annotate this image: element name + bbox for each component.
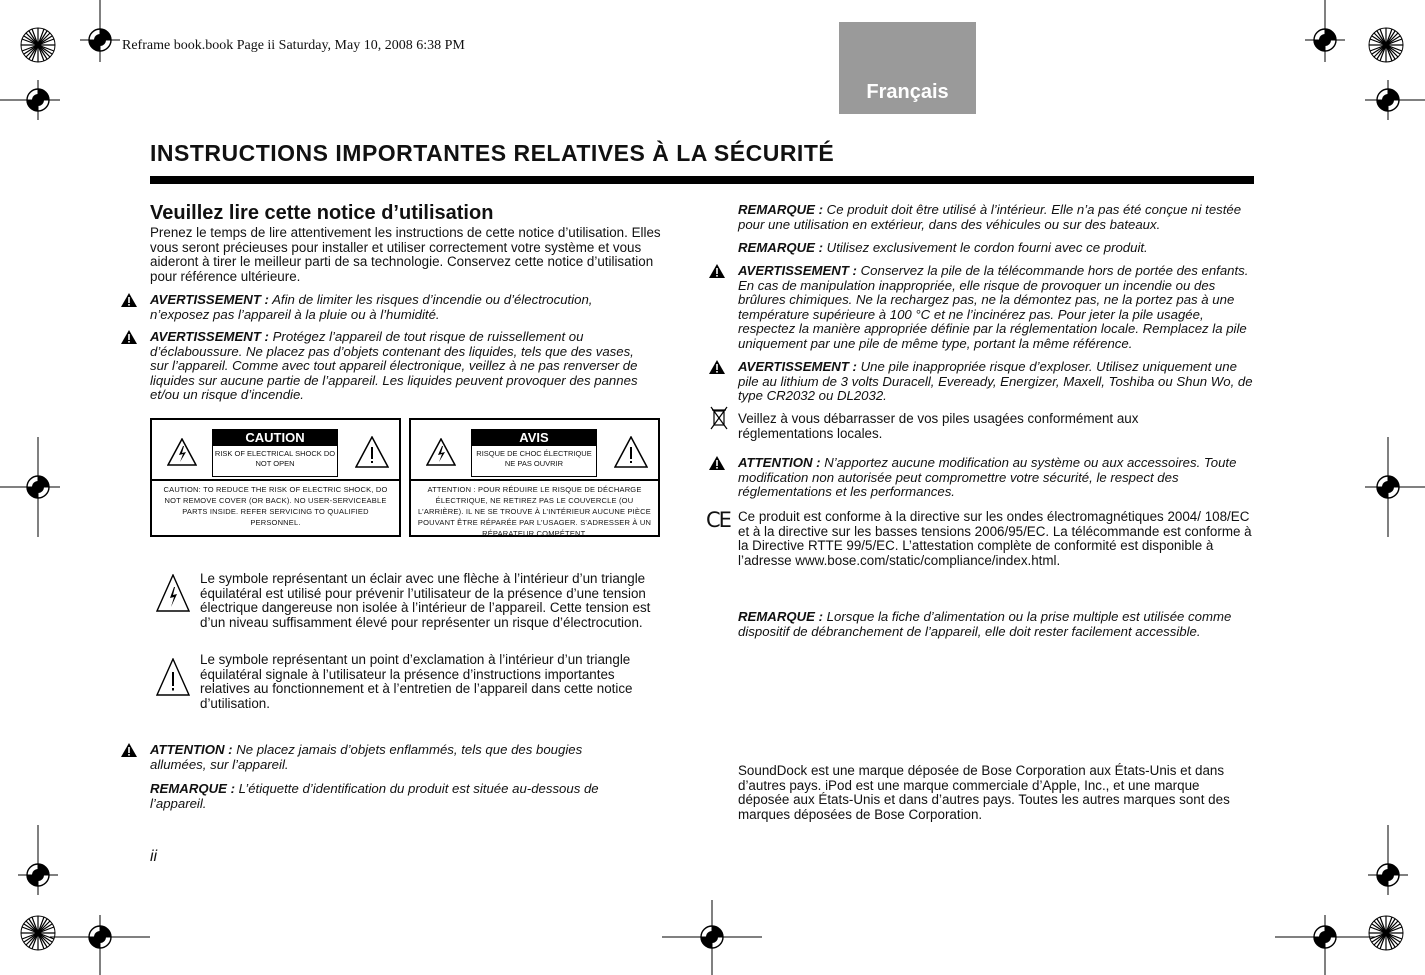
symbol-lightning-text: Le symbole représentant un éclair avec une flèche à l’intérieur d’un triangle équilatéral est utilisé pour prévenir l’utilisateur de la présence d’une tension électrique dangereuse non isolée à l’intérieur de l’appareil. Cette tension est d’un niveau suffisamment élevé pour représenter un risque d’électrocution. [200,571,651,630]
remark-right-2-text: Utilisez exclusivement le cordon fourni avec ce produit. [826,240,1148,255]
remark-right-3-label: REMARQUE : [738,609,823,624]
page-number: ii [150,848,158,865]
disposal-text: Veillez à vous débarrasser de vos piles usagées conformément aux réglementations locales. [738,411,1139,441]
warning-triangle-icon [708,455,726,471]
warning-1-label: AVERTISSEMENT : [150,292,269,307]
caution-separator [152,479,399,481]
remark-left [150,782,630,811]
ce-text: Ce produit est conforme à la directive sur les ondes électromagnétiques 2004/ 108/EC et à la directive sur les basses tensions 2006/95/EC. La télécommande est conforme à la Directive RTTE 99/5/EC. L’attestation complète de conformité est disponible à l’adresse www.bose.com/static/compliance/index.html. [738,509,1252,568]
warning-triangle-icon [120,292,138,308]
attention-right-label: ATTENTION : [738,455,821,470]
exclamation-triangle-icon [614,436,648,468]
caution-subtitle: RISK OF ELECTRICAL SHOCK DO NOT OPEN [214,449,336,468]
warning-triangle-icon [120,329,138,345]
caution-body: CAUTION: TO REDUCE THE RISK OF ELECTRIC SHOCK, DO NOT REMOVE COVER (OR BACK). NO USER-SERVICEABLE PARTS INSIDE. REFER SERVICING TO QUALIFIED PERSONNEL. [163,485,388,527]
warning-3 [738,264,1253,352]
caution-title: CAUTION [213,430,337,446]
crossed-bin-icon [710,405,728,431]
file-header: Reframe book.book Page ii Saturday, May 10, 2008 6:38 PM [122,38,465,53]
warning-1 [150,293,645,322]
registration-star-top-right [1369,28,1403,62]
remark-right-2-label: REMARQUE : [738,240,823,255]
warning-4 [738,360,1253,404]
warning-4-label: AVERTISSEMENT : [738,359,857,374]
trademark-text: SoundDock est une marque déposée de Bose Corporation aux États-Unis et dans d’autres pays. iPod est une marque commerciale d’Apple, Inc., et une marque déposée aux États-Unis et dans d’autres pays. Toutes les autres marques sont des marques déposées de Bose Corporation. [738,763,1230,822]
remark-right-1-label: REMARQUE : [738,202,823,217]
avis-body: ATTENTION : POUR RÉDUIRE LE RISQUE DE DÉCHARGE ÉLECTRIQUE, NE RETIREZ PAS LE COUVERCLE (OU L’ARRIÈRE). IL NE SE TROUVE À L’INTÉRIEUR AUCUNE PIÈCE POUVANT ÊTRE RÉPARÉE PAR L’USAGER. S’ADRESSER À UN RÉPARATEUR COMPÉTENT. [417,485,652,538]
warning-3-label: AVERTISSEMENT : [738,263,857,278]
symbol-exclamation-text: Le symbole représentant un point d’exclamation à l’intérieur d’un triangle équilatéral signale à l’utilisateur la présence d’instructions importantes relatives au fonctionnement et à l’entretien de l’appareil dans cette notice d’utilisation. [200,652,633,711]
warning-3-text: Conservez la pile de la télécommande hors de portée des enfants. En cas de manipulation inappropriée, elle risque de provoquer un incendie ou des brûlures chimiques. Ne la rechargez pas, ne la démontez pas, ne la portez pas à une température supérieure à 100 °C et ne l’incinérez pas. Pour jeter la pile usagée, respectez la manière appropriée définie par la réglementation locale. Remplacez la pile uniquement par une pile de même type, portant la même référence. [738,263,1249,351]
avis-subtitle: RISQUE DE CHOC ÉLECTRIQUE NE PAS OUVRIR [476,449,592,468]
warning-2 [150,330,645,403]
warning-2-label: AVERTISSEMENT : [150,329,269,344]
page-title: INSTRUCTIONS IMPORTANTES RELATIVES À LA SÉCURITÉ [150,140,835,166]
title-rule [150,176,1254,184]
caution-label [150,418,401,537]
warning-2-text: Protégez l’appareil de tout risque de ruissellement ou d’éclaboussure. Ne placez pas d’objets contenant des liquides, tels que des vases, sur l’appareil. Comme avec tout appareil électronique, veillez à ne pas renverser de liquides sur aucune partie de l’appareil. Les liquides peuvent provoquer des pannes et/ou un risque d’incendie. [150,329,638,403]
warning-4-text: Une pile inappropriée risque d’exploser. Utilisez uniquement une pile au lithium de 3 volts Duracell, Eveready, Energizer, Maxell, Toshiba ou Shun Wo, de type CR2032 ou DL2032. [738,359,1253,404]
avis-separator [411,479,658,481]
registration-star-bottom-left [21,916,55,950]
warning-1-text: Afin de limiter les risques d’incendie ou d’électrocution, n’exposez pas l’appareil à la pluie ou à l’humidité. [150,292,593,322]
avis-label [409,418,660,537]
remark-left-label: REMARQUE : [150,781,235,796]
remark-right-2 [738,241,1253,256]
caution-title-box [212,429,338,477]
attention-right [738,456,1253,500]
exclamation-triangle-icon [355,436,389,468]
attention-left-text: Ne placez jamais d’objets enflammés, tels que des bougies allumées, sur l’appareil. [150,742,583,772]
lightning-triangle-icon [156,574,190,612]
section-heading: Veuillez lire cette notice d’utilisation [150,202,494,224]
remark-right-3 [738,610,1253,639]
attention-left-label: ATTENTION : [150,742,233,757]
remark-right-1 [738,203,1253,232]
remark-left-text: L’étiquette d’identification du produit est située au-dessous de l’appareil. [150,781,599,811]
remark-right-3-text: Lorsque la fiche d’alimentation ou la prise multiple est utilisée comme dispositif de débranchement de l’appareil, elle doit rester facilement accessible. [738,609,1232,639]
language-tab[interactable] [839,22,976,114]
ce-mark: CE [706,508,730,532]
warning-triangle-icon [708,359,726,375]
registration-star-bottom-right [1369,916,1403,950]
warning-triangle-icon [708,263,726,279]
attention-right-text: N’apportez aucune modification au système ou aux accessoires. Toute modification non autorisée peut compromettre votre sécurité, le respect des réglementations et les performances. [738,455,1237,500]
language-tab-label: Français [866,81,949,103]
attention-left [150,743,630,772]
intro-paragraph: Prenez le temps de lire attentivement les instructions de cette notice d’utilisation. Elles vous seront précieuses pour installer et utiliser correctement votre système et vous aideront à tirer le meilleur parti de sa technologie. Conservez cette notice d’utilisation pour référence ultérieure. [150,225,661,284]
remark-right-1-text: Ce produit doit être utilisé à l’intérieur. Elle n’a pas été conçue ni testée pour une utilisation en extérieur, dans des véhicules ou sur des bateaux. [738,202,1242,232]
warning-triangle-icon [120,742,138,758]
exclamation-triangle-icon [156,658,190,696]
lightning-triangle-icon [426,438,456,466]
avis-title-box [471,429,597,477]
lightning-triangle-icon [167,438,197,466]
avis-title: AVIS [472,430,596,446]
registration-star-top-left [21,28,55,62]
